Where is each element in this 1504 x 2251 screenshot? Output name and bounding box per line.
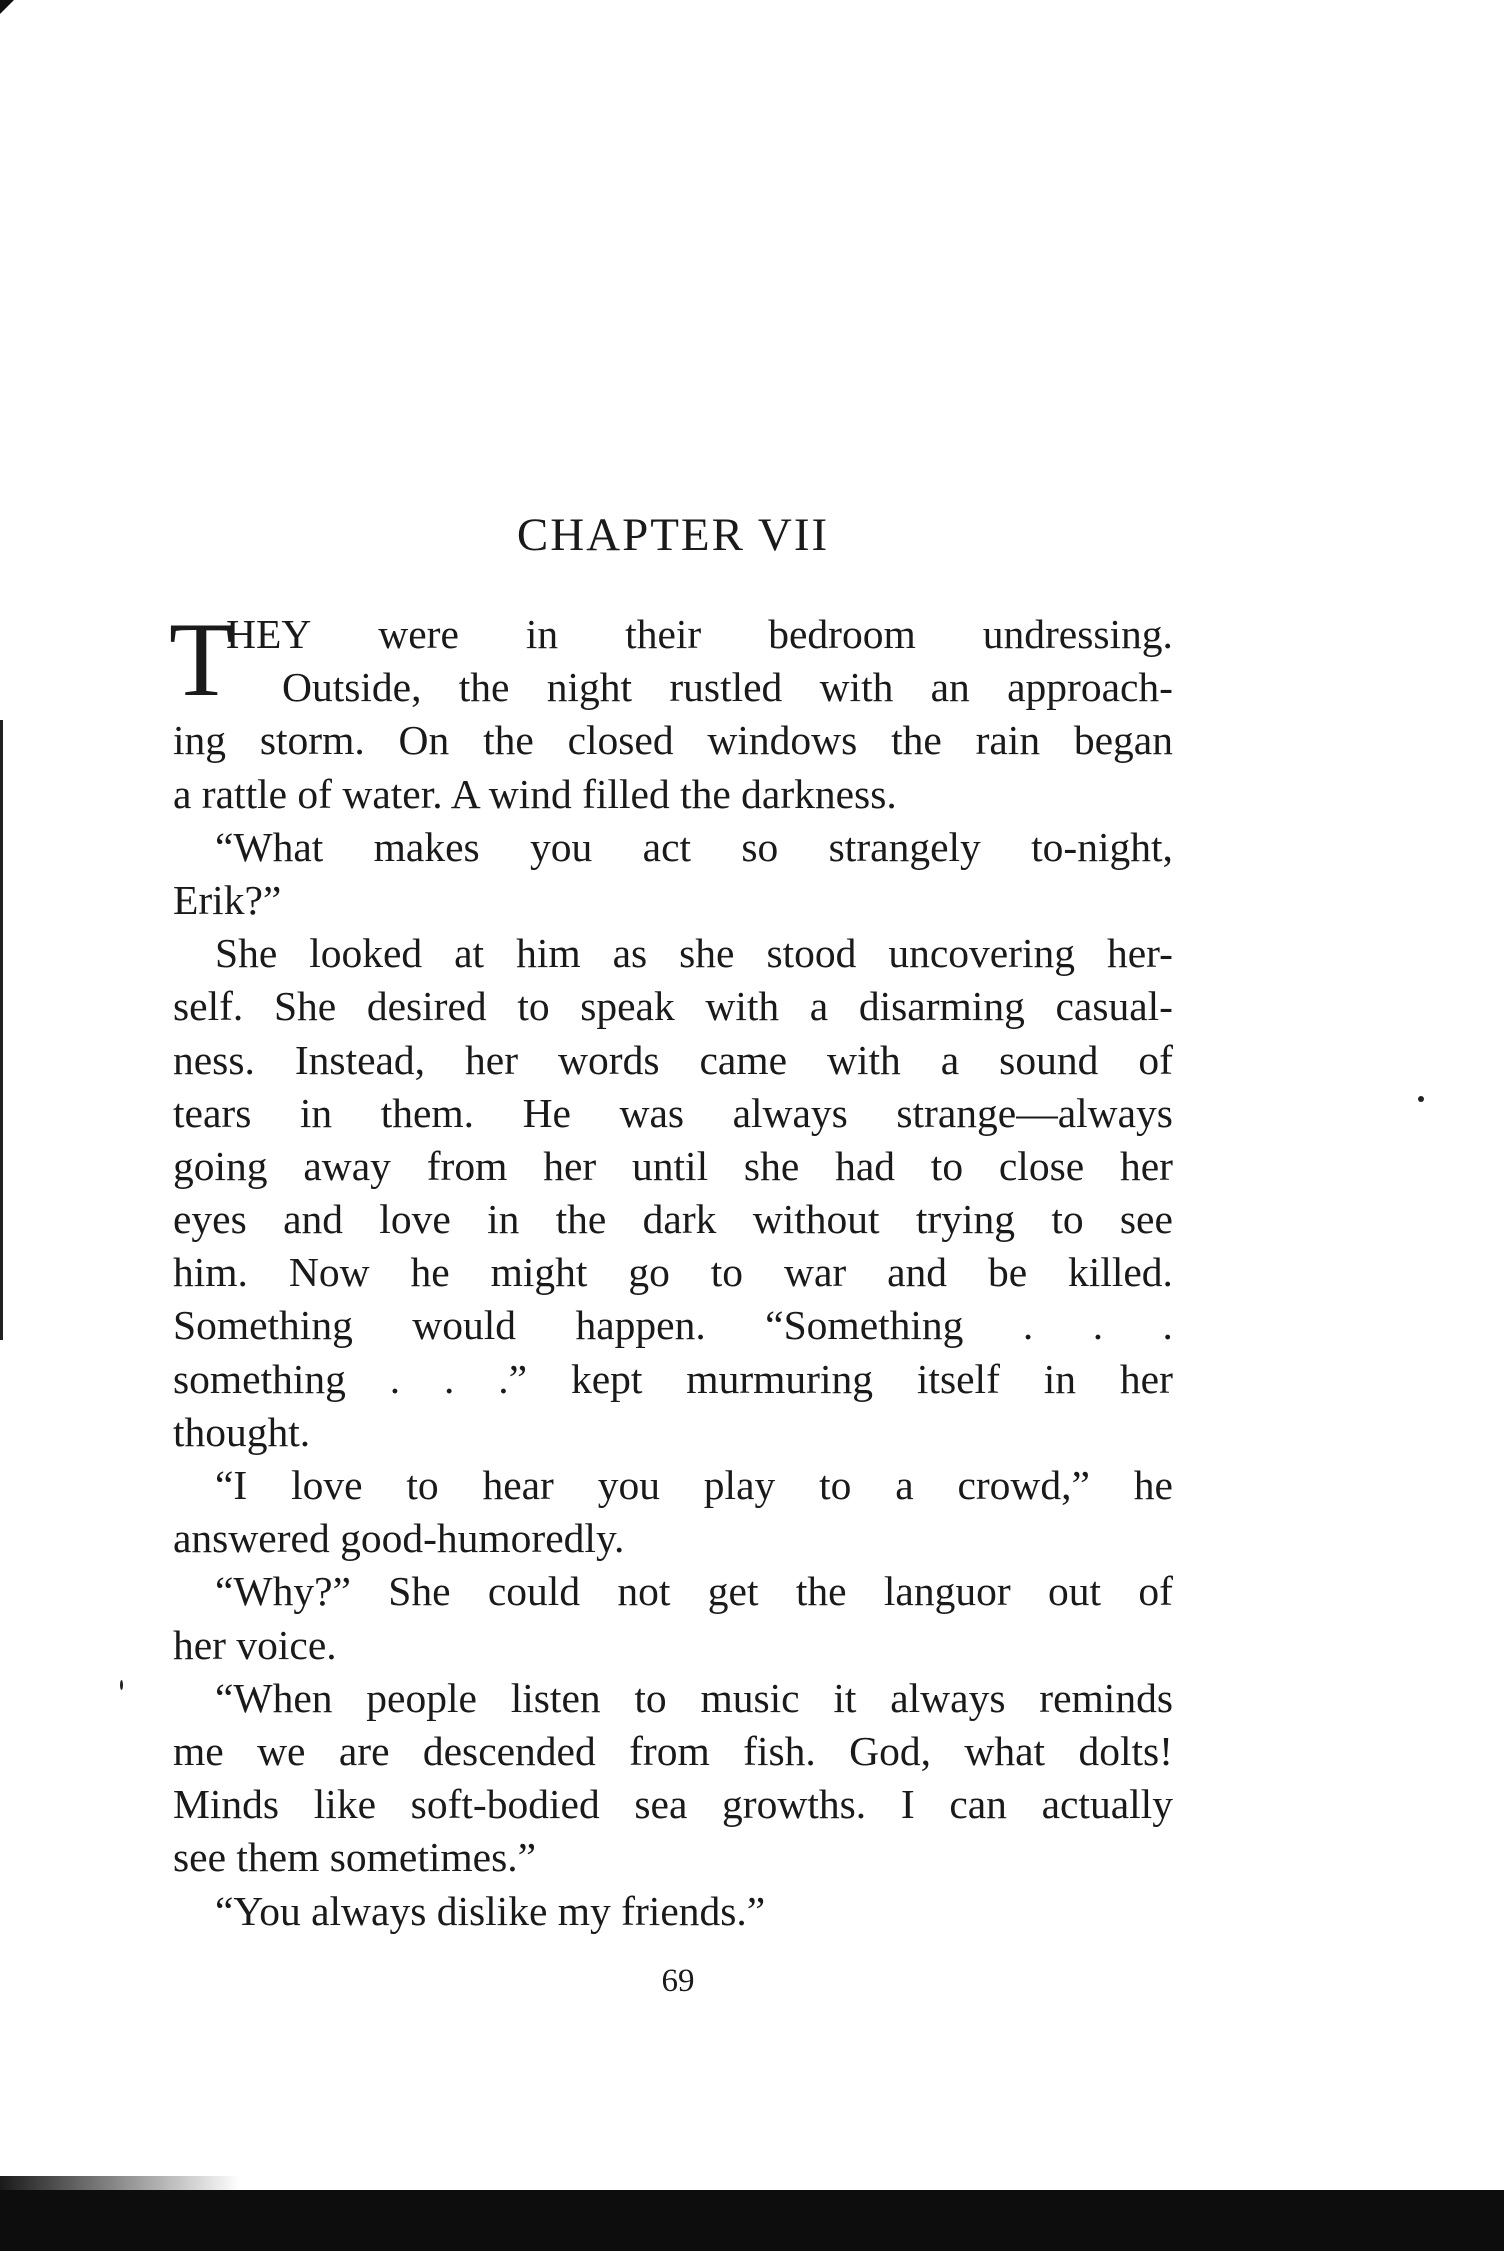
word: I (900, 1781, 915, 1828)
word: ness. (173, 1036, 255, 1083)
word: to (517, 983, 550, 1030)
word: her (543, 1142, 597, 1189)
text-line (173, 661, 1173, 714)
word: music (700, 1674, 800, 1721)
word: descended (422, 1727, 596, 1774)
word: with (819, 664, 894, 711)
text-line (173, 927, 1173, 980)
word: . (444, 1355, 455, 1402)
word: . (1162, 1302, 1173, 1349)
word: growths. (722, 1781, 867, 1828)
word: without (752, 1196, 880, 1243)
word: words (558, 1036, 660, 1083)
word: of (1138, 1568, 1173, 1615)
word: Something (173, 1302, 353, 1349)
word: love (379, 1196, 451, 1243)
word: night (546, 664, 633, 711)
word: kept (570, 1355, 643, 1402)
word: to (819, 1462, 852, 1508)
word: rustled (669, 664, 783, 711)
word: war (783, 1249, 847, 1296)
word: languor (883, 1568, 1011, 1615)
word: casual- (1055, 983, 1173, 1030)
word: eyes (173, 1196, 247, 1243)
word: play (703, 1462, 776, 1508)
text-line (173, 980, 1173, 1033)
word: to-night, (1031, 823, 1173, 870)
word: listen (510, 1674, 601, 1721)
word: dark (642, 1196, 717, 1243)
word: was (619, 1089, 685, 1136)
word: could (487, 1568, 581, 1615)
word: her (1119, 1355, 1173, 1402)
word: fish. (743, 1727, 816, 1774)
text-line (173, 1565, 1173, 1618)
word: desired (366, 983, 487, 1030)
word: an (930, 664, 970, 711)
body-text (169, 601, 1173, 1938)
word: She (273, 983, 337, 1030)
word: in (1043, 1355, 1077, 1402)
word: her- (1107, 930, 1173, 977)
word: She (388, 1568, 451, 1615)
word: HEY (226, 611, 312, 657)
word: windows (707, 717, 858, 764)
text-line: Erik?” (173, 876, 282, 923)
paragraph (173, 1565, 1173, 1671)
word: are (338, 1727, 390, 1774)
text-line (173, 1778, 1173, 1831)
scan-speck (1418, 1096, 1424, 1102)
scan-bottom-edge (0, 2190, 1504, 2251)
paragraph (173, 1885, 1173, 1938)
word: a (895, 1462, 914, 1508)
word: would (412, 1302, 517, 1349)
text-line (173, 714, 1173, 767)
word: see (1119, 1196, 1173, 1243)
word: bedroom (768, 611, 916, 657)
text-line: a rattle of water. A wind filled the darkness. (173, 770, 897, 817)
word: to (634, 1674, 667, 1721)
paragraph (173, 1459, 1173, 1565)
word: storm. (259, 717, 365, 764)
word: act (642, 823, 692, 870)
word: can (949, 1781, 1007, 1828)
word: she (679, 930, 735, 977)
text-line (173, 1193, 1173, 1246)
paragraph (173, 927, 1173, 1459)
word: away (303, 1142, 391, 1189)
word: what (964, 1727, 1046, 1774)
word: strangely (828, 823, 981, 870)
word: the (458, 664, 510, 711)
text-line (173, 1034, 1173, 1087)
text-line (173, 1459, 1173, 1512)
paragraph (173, 1672, 1173, 1885)
word: itself (916, 1355, 1000, 1402)
word: her (465, 1036, 519, 1083)
text-line (173, 1299, 1173, 1352)
word: . (389, 1355, 401, 1402)
word: love (291, 1462, 363, 1508)
word: might (490, 1249, 588, 1296)
word: with (827, 1036, 901, 1083)
word: always (890, 1674, 1006, 1721)
word: . (1092, 1302, 1104, 1349)
word: . (1022, 1302, 1034, 1349)
word: and (887, 1249, 948, 1296)
word: from (629, 1727, 710, 1774)
word: happen. (575, 1302, 706, 1349)
word: of (1138, 1036, 1173, 1083)
word: came (699, 1036, 788, 1083)
word: he (1133, 1462, 1173, 1508)
text-line (173, 821, 1173, 874)
word: so (741, 823, 779, 870)
word: be (987, 1249, 1028, 1296)
word: approach- (1007, 664, 1173, 711)
word: killed. (1068, 1249, 1173, 1296)
paragraph (169, 601, 1173, 821)
text-line (173, 1246, 1173, 1299)
word: sea (634, 1781, 688, 1828)
word: him. (173, 1249, 248, 1296)
word: “Something (765, 1302, 964, 1349)
word: their (625, 611, 702, 657)
paragraph (173, 821, 1173, 927)
text-line (173, 1725, 1173, 1778)
word: in (487, 1196, 520, 1243)
word: people (366, 1674, 477, 1721)
word: we (257, 1727, 306, 1774)
word: get (707, 1568, 759, 1615)
text-line (173, 1140, 1173, 1193)
word: them. (380, 1089, 475, 1136)
word: crowd,” (957, 1462, 1090, 1508)
word: self. (173, 983, 244, 1030)
word: “What (215, 823, 324, 870)
word: close (998, 1142, 1085, 1189)
word: disarming (858, 983, 1025, 1030)
word: like (313, 1781, 376, 1828)
word: and (283, 1196, 343, 1243)
word: her (1119, 1142, 1173, 1189)
word: with (705, 983, 780, 1030)
text-line (173, 1087, 1173, 1140)
word: Now (288, 1249, 370, 1296)
word: to (406, 1462, 439, 1508)
word: go (628, 1249, 670, 1296)
word: not (617, 1568, 671, 1615)
text-line: “You always dislike my friends.” (215, 1887, 766, 1934)
word: from (426, 1142, 508, 1189)
word: it (833, 1674, 857, 1721)
word: uncovering (888, 930, 1076, 977)
word: tears (173, 1089, 252, 1136)
word: “When (215, 1674, 333, 1721)
word: .” (498, 1355, 528, 1402)
text-line (173, 1353, 1173, 1406)
word: “I (215, 1462, 248, 1508)
word: had (835, 1142, 895, 1189)
text-line: answered good-humoredly. (173, 1515, 625, 1562)
drop-cap: T (169, 601, 234, 718)
word: dolts! (1078, 1727, 1173, 1774)
text-line (173, 1672, 1173, 1725)
word: strange—always (896, 1089, 1173, 1136)
word: began (1073, 717, 1173, 764)
text-line (173, 608, 1173, 661)
word: out (1048, 1568, 1102, 1615)
word: She (215, 930, 278, 977)
word: him (516, 930, 581, 977)
word: speak (580, 983, 675, 1030)
scan-left-edge-line (0, 720, 3, 1340)
word: the (891, 717, 942, 764)
word: soft-bodied (410, 1781, 600, 1828)
word: she (743, 1142, 800, 1189)
word: at (454, 930, 485, 977)
word: going (173, 1142, 268, 1189)
word: a (809, 983, 829, 1030)
word: something (173, 1355, 346, 1402)
word: to (930, 1142, 964, 1189)
word: the (483, 717, 534, 764)
word: undressing. (982, 611, 1173, 657)
text-line: thought. (173, 1408, 311, 1455)
word: in (299, 1089, 333, 1136)
word: reminds (1039, 1674, 1173, 1721)
scan-speck (120, 1680, 123, 1690)
scan-corner-mark (0, 0, 14, 14)
chapter-title: CHAPTER VII (516, 509, 830, 561)
word: He (522, 1089, 571, 1136)
word: you (597, 1462, 660, 1508)
word: me (173, 1727, 224, 1774)
word: as (612, 930, 648, 977)
word: Outside, (282, 664, 422, 711)
word: until (632, 1142, 709, 1189)
word: Instead, (294, 1036, 426, 1083)
text-line: see them sometimes.” (173, 1834, 537, 1881)
word: trying (915, 1196, 1015, 1243)
word: Minds (173, 1781, 280, 1828)
word: closed (567, 717, 674, 764)
word: murmuring (686, 1355, 874, 1402)
word: always (732, 1089, 848, 1136)
word: to (710, 1249, 744, 1296)
text-line: her voice. (173, 1621, 337, 1668)
page-number: 69 (661, 1963, 695, 1999)
word: a (940, 1036, 960, 1083)
word: ing (173, 717, 227, 764)
word: the (795, 1568, 847, 1615)
word: looked (309, 930, 423, 977)
word: you (530, 823, 593, 870)
word: the (555, 1196, 607, 1243)
word: God, (849, 1727, 932, 1774)
word: rain (975, 717, 1041, 764)
word: On (398, 717, 450, 764)
word: makes (373, 823, 480, 870)
word: were (378, 611, 459, 657)
word: to (1051, 1196, 1084, 1243)
word: in (525, 611, 559, 657)
word: hear (482, 1462, 554, 1508)
word: stood (766, 930, 857, 977)
word: he (410, 1249, 450, 1296)
word: sound (999, 1036, 1099, 1083)
word: “Why?” (215, 1568, 351, 1615)
word: actually (1041, 1781, 1173, 1828)
